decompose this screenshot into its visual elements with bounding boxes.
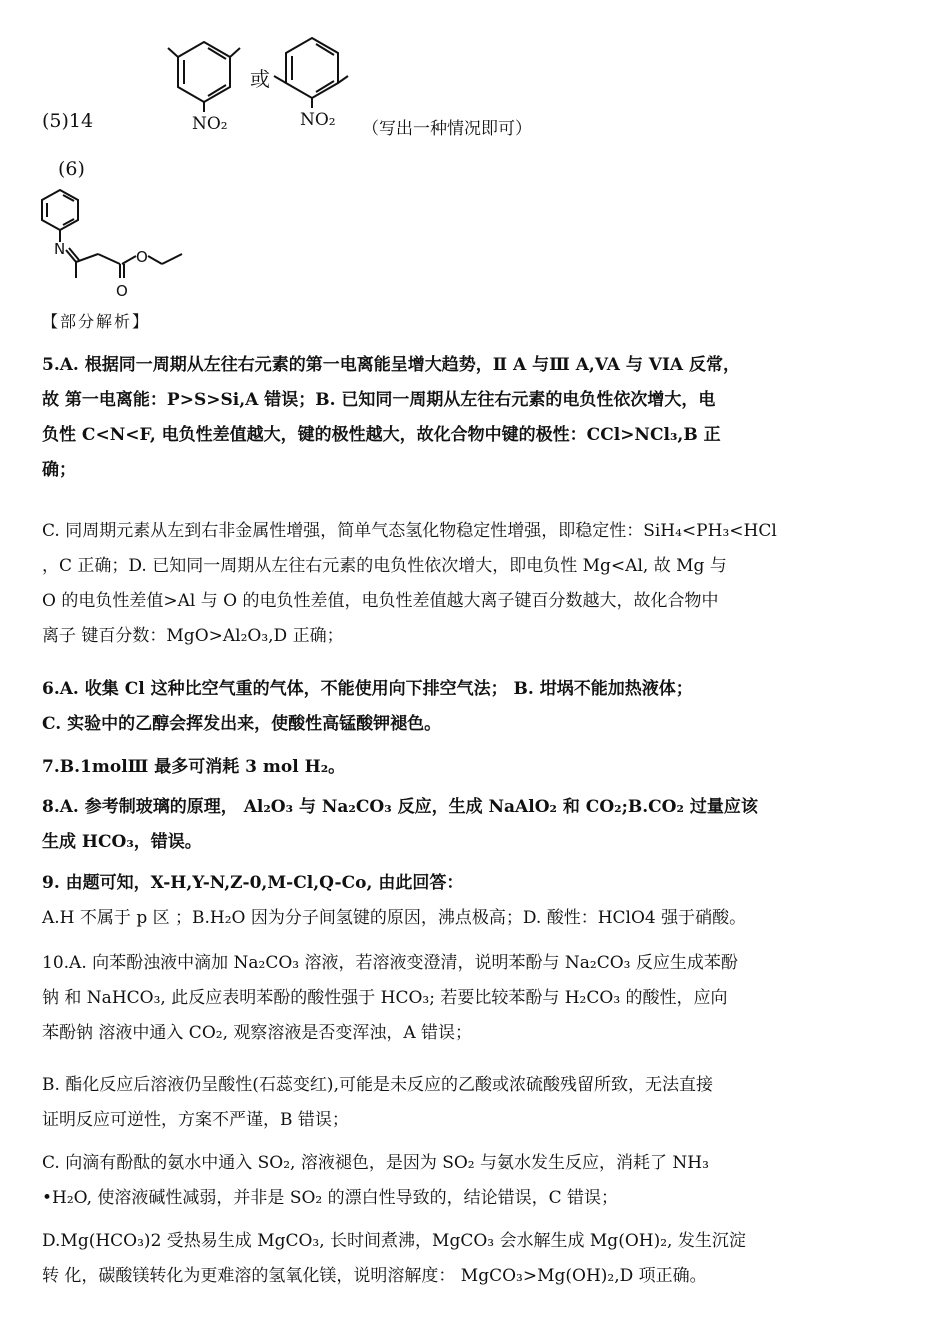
chem-structures-q5 — [160, 20, 360, 135]
no2-label-2: NO₂ — [300, 110, 336, 130]
explanation-6-line: 6.A. 收集 Cl 这种比空气重的气体，不能使用向下排空气法； B. 坩埚不能加热液体； — [42, 679, 693, 699]
chem-structure-q6 — [38, 182, 198, 302]
explanation-8-line: 生成 HCO₃，错误。 — [42, 832, 202, 852]
explanation-8 — [42, 790, 902, 860]
o-atom-label-1: O — [136, 248, 148, 266]
explanation-10d — [42, 1224, 902, 1294]
explanation-5-line: 负性 C<N<F, 电负性差值越大，键的极性越大，故化合物中键的极性：CCl>NCl₃,B 正 — [42, 425, 721, 445]
explanation-5-cd-line: ，C 正确；D. 已知同一周期从左往右元素的电负性依次增大，即电负性 Mg<Al, 故 Mg 与 — [42, 556, 727, 576]
explanation-10b — [42, 1068, 902, 1138]
n-atom-label: N — [54, 240, 66, 258]
q5-hint: （写出一种情况即可） — [362, 119, 532, 139]
explanation-10b-line: B. 酯化反应后溶液仍呈酸性(石蕊变红),可能是未反应的乙酸或浓硫酸残留所致，无法直接 — [42, 1075, 713, 1095]
explanation-7 — [42, 750, 902, 785]
explanation-5-line: 故 第一电离能：P>S>Si,A 错误；B. 已知同一周期从左往右元素的电负性依次增大，电 — [42, 390, 716, 410]
no2-label-1: NO₂ — [192, 114, 228, 134]
explanation-10a-line: 10.A. 向苯酚浊液中滴加 Na₂CO₃ 溶液，若溶液变澄清，说明苯酚与 Na₂CO₃ 反应生成苯酚 — [42, 953, 738, 973]
explanation-10c-line: •H₂O, 使溶液碱性减弱，并非是 SO₂ 的漂白性导致的，结论错误，C 错误； — [42, 1188, 619, 1208]
or-label: 或 — [250, 67, 270, 91]
explanation-10a-line: 苯酚钠 溶液中通入 CO₂, 观察溶液是否变浑浊，A 错误； — [42, 1023, 473, 1043]
q5-label: (5)14 — [42, 110, 94, 132]
molecule-dimethylnitrobenzene — [168, 42, 240, 112]
explanation-10d-line: 转 化，碳酸镁转化为更难溶的氢氧化镁，说明溶解度： MgCO₃>Mg(OH)₂,D 项正确。 — [42, 1266, 707, 1286]
explanation-6 — [42, 672, 902, 742]
explanation-5-cd-line: O 的电负性差值>Al 与 O 的电负性差值，电负性差值越大离子键百分数越大，故化合物中 — [42, 591, 719, 611]
molecule-enamine-ester — [42, 190, 182, 278]
explanation-5-cd — [42, 514, 902, 654]
explanation-5-line: 确； — [42, 460, 76, 480]
explanation-9-line: 9. 由题可知，X-H,Y-N,Z-0,M-Cl,Q-Co, 由此回答： — [42, 873, 464, 893]
explanation-5 — [42, 348, 902, 488]
explanation-10a-line: 钠 和 NaHCO₃, 此反应表明苯酚的酸性强于 HCO₃; 若要比较苯酚与 H₂CO₃ 的酸性，应向 — [42, 988, 728, 1008]
q6-label: (6) — [58, 158, 85, 180]
molecule-methylnitrobenzene — [274, 38, 348, 108]
explanation-7-line: 7.B.1molⅢ 最多可消耗 3 mol H₂。 — [42, 757, 346, 777]
o-atom-label-2: O — [116, 282, 128, 300]
explanation-10b-line: 证明反应可逆性，方案不严谨，B 错误； — [42, 1110, 349, 1130]
explanation-6-line: C. 实验中的乙醇会挥发出来，使酸性高锰酸钾褪色。 — [42, 714, 442, 734]
explanation-10a — [42, 946, 902, 1051]
analysis-header: 【部分解析】 — [42, 312, 151, 331]
explanation-10c-line: C. 向滴有酚酞的氨水中通入 SO₂, 溶液褪色，是因为 SO₂ 与氨水发生反应，消耗了 NH₃ — [42, 1153, 709, 1173]
explanation-5-cd-line: C. 同周期元素从左到右非金属性增强，简单气态氢化物稳定性增强，即稳定性：SiH₄<PH₃<HCl — [42, 521, 777, 541]
explanation-10c — [42, 1146, 902, 1216]
explanation-5-line: 5.A. 根据同一周期从左往右元素的第一电离能呈增大趋势，Ⅱ A 与Ⅲ A,VA 与 VIA 反常， — [42, 355, 741, 375]
explanation-10d-line: D.Mg(HCO₃)2 受热易生成 MgCO₃, 长时间煮沸，MgCO₃ 会水解生成 Mg(OH)₂, 发生沉淀 — [42, 1231, 746, 1251]
explanation-9 — [42, 866, 902, 936]
explanation-9-line: A.H 不属于 p 区 ；B.H₂O 因为分子间氢键的原因，沸点极高；D. 酸性：HClO4 强于硝酸。 — [42, 908, 747, 928]
explanation-8-line: 8.A. 参考制玻璃的原理， Al₂O₃ 与 Na₂CO₃ 反应，生成 NaAlO₂ 和 CO₂;B.CO₂ 过量应该 — [42, 797, 758, 817]
explanation-5-cd-line: 离子 键百分数：MgO>Al₂O₃,D 正确； — [42, 626, 344, 646]
